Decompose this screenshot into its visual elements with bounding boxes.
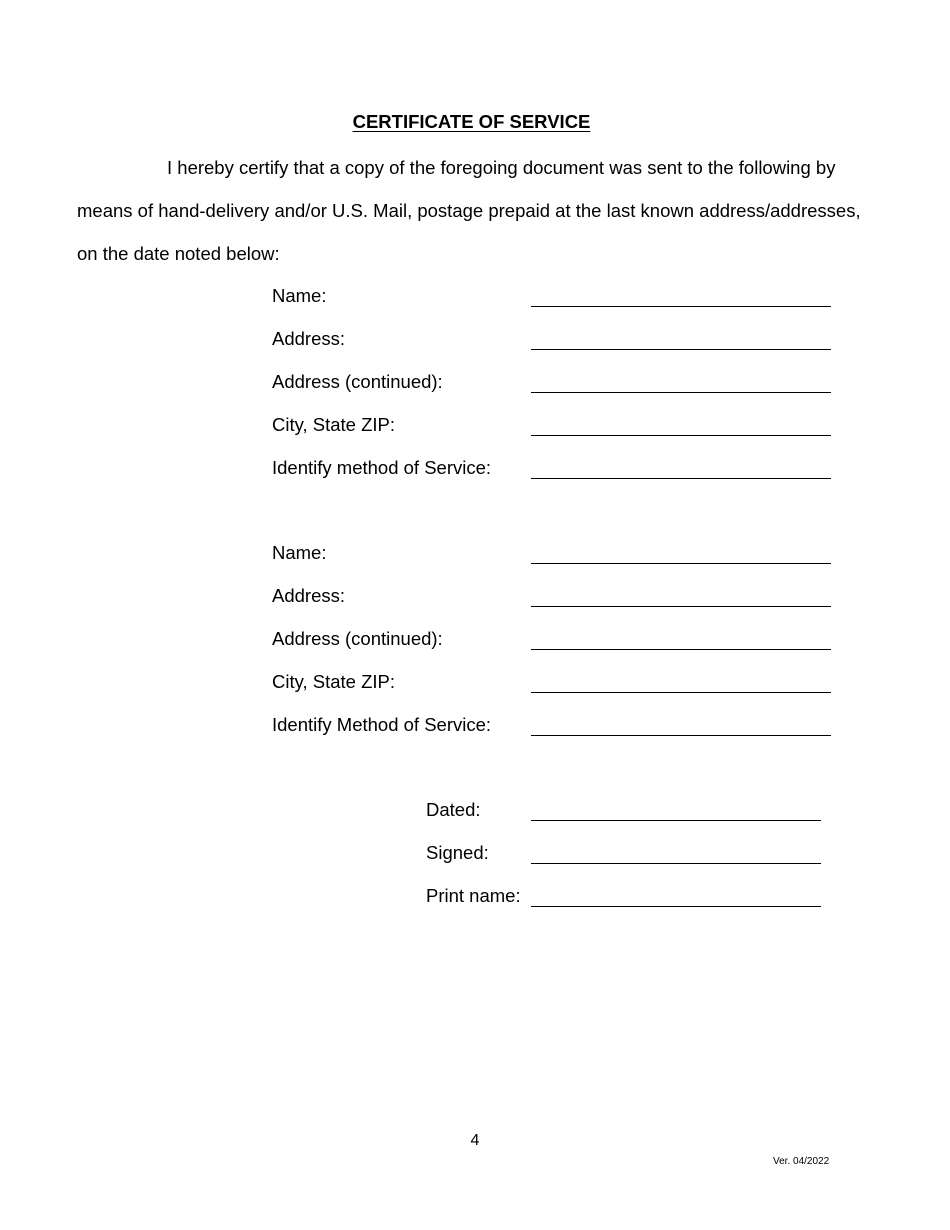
recipient-1-method-field[interactable] (531, 454, 831, 482)
dated-field[interactable] (531, 796, 821, 824)
intro-text-line-3: on the date noted below: (77, 243, 280, 264)
dated-row (426, 796, 826, 824)
recipient-2-address-row (272, 582, 832, 610)
recipient-1-address-row (272, 325, 832, 353)
recipient-1-method-label: Identify method of Service: (272, 457, 492, 478)
recipient-1-address-label: Address: (272, 328, 346, 349)
recipient-1-name-row (272, 282, 832, 310)
signed-field[interactable] (531, 839, 821, 867)
recipient-2-city-field[interactable] (531, 668, 831, 696)
recipient-1-address-cont-label: Address (continued): (272, 371, 443, 392)
recipient-2-method-label: Identify Method of Service: (272, 714, 492, 735)
recipient-1-city-label: City, State ZIP: (272, 414, 396, 435)
intro-text-line-2: means of hand-delivery and/or U.S. Mail, postage prepaid at the last known address/addresses, (77, 200, 861, 221)
recipient-1-city-field[interactable] (531, 411, 831, 439)
print-name-row (426, 882, 826, 910)
recipient-2-address-label: Address: (272, 585, 346, 606)
recipient-2-address-field[interactable] (531, 582, 831, 610)
recipient-2-city-row (272, 668, 832, 696)
recipient-1-name-label: Name: (272, 285, 327, 306)
recipient-1-city-row (272, 411, 832, 439)
recipient-1-name-field[interactable] (531, 282, 831, 310)
recipient-2-name-row (272, 539, 832, 567)
recipient-2-method-field[interactable] (531, 711, 831, 739)
intro-text-line-1: I hereby certify that a copy of the foregoing document was sent to the following by (167, 157, 836, 178)
dated-label: Dated: (426, 799, 481, 820)
print-name-field[interactable] (531, 882, 821, 910)
version-label: Ver. 04/2022 (773, 1156, 830, 1167)
certificate-title: CERTIFICATE OF SERVICE (352, 111, 591, 132)
page-number: 4 (470, 1132, 480, 1149)
recipient-2-address-cont-row (272, 625, 832, 653)
recipient-1-method-row (272, 454, 832, 482)
signed-label: Signed: (426, 842, 489, 863)
recipient-2-address-cont-label: Address (continued): (272, 628, 443, 649)
recipient-1-address-cont-row (272, 368, 832, 396)
recipient-2-address-cont-field[interactable] (531, 625, 831, 653)
print-name-label: Print name: (426, 885, 521, 906)
signed-row (426, 839, 826, 867)
recipient-1-address-field[interactable] (531, 325, 831, 353)
recipient-2-name-field[interactable] (531, 539, 831, 567)
recipient-2-city-label: City, State ZIP: (272, 671, 396, 692)
recipient-2-name-label: Name: (272, 542, 327, 563)
recipient-1-address-cont-field[interactable] (531, 368, 831, 396)
recipient-2-method-row (272, 711, 832, 739)
